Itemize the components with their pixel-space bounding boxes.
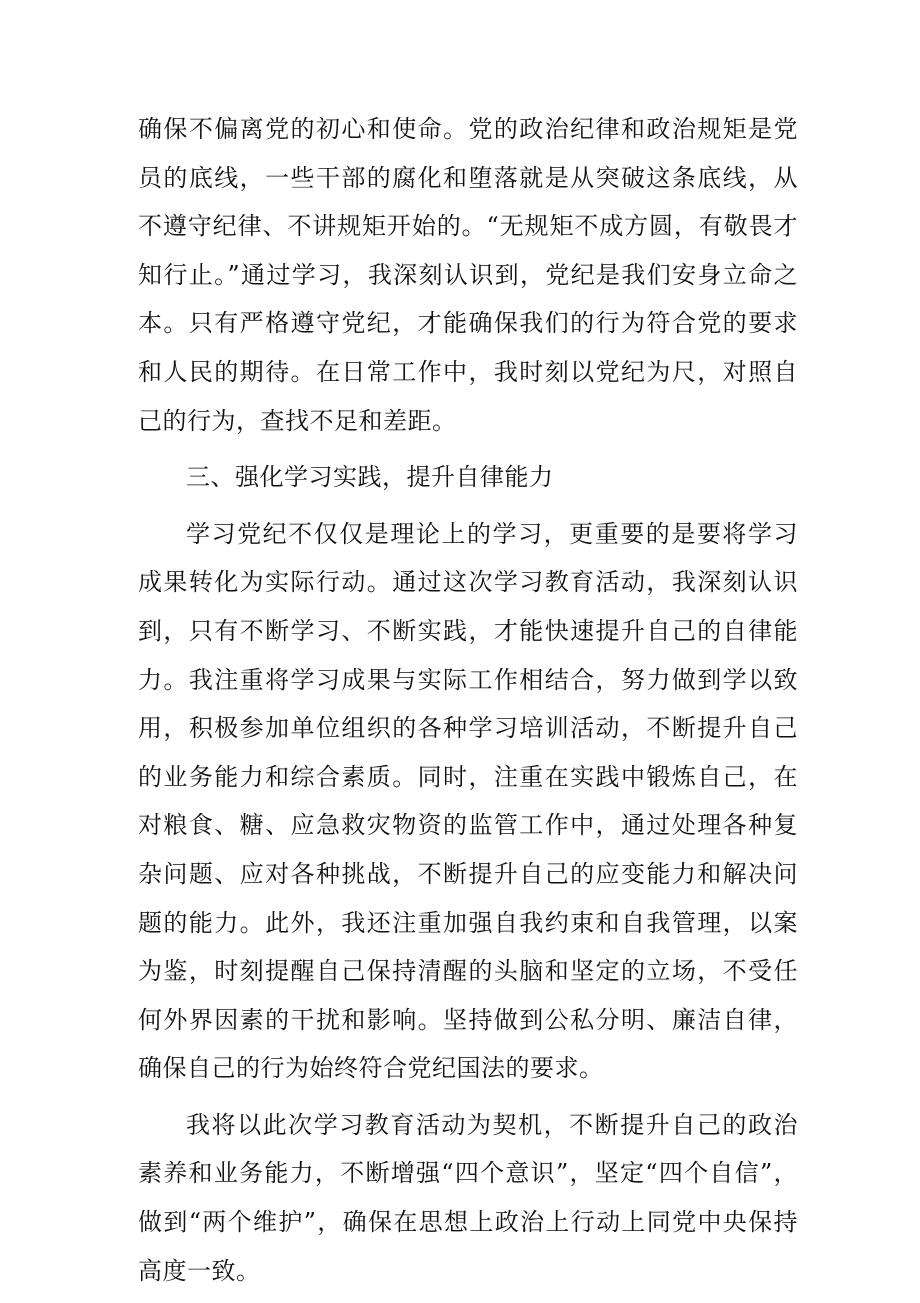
section-heading-3: 三、强化学习实践，提升自律能力 — [186, 463, 554, 492]
paragraph-conclusion: 我将以此次学习教育活动为契机，不断提升自己的政治素养和业务能力，不断增强“四个意识”，坚定“四个自信”，做到“两个维护”，确保在思想上政治上行动上同党中央保持高度一致。 — [138, 1110, 798, 1285]
document-body — [138, 105, 798, 1303]
paragraph-continued: 确保不偏离党的初心和使命。党的政治纪律和政治规矩是党员的底线，一些干部的腐化和堕落就是从突破这条底线，从不遵守纪律、不讲规矩开始的。“无规矩不成方圆，有敬畏才知行止。”通过学习，我深刻认识到，党纪是我们安身立命之本。只有严格遵守党纪，才能确保我们的行为符合党的要求和人民的期待。在日常工作中，我时刻以党纪为尺，对照自己的行为，查找不足和差距。 — [138, 115, 798, 435]
paragraph-self-discipline: 学习党纪不仅仅是理论上的学习，更重要的是要将学习成果转化为实际行动。通过这次学习教育活动，我深刻认识到，只有不断学习、不断实践，才能快速提升自己的自律能力。我注重将学习成果与实际工作相结合，努力做到学以致用，积极参加单位组织的各种学习培训活动，不断提升自己的业务能力和综合素质。同时，注重在实践中锻炼自己，在对粮食、糖、应急救灾物资的监管工作中，通过处理各种复杂问题、应对各种挑战，不断提升自己的应变能力和解决问题的能力。此外，我还注重加强自我约束和自我管理，以案为鉴，时刻提醒自己保持清醒的头脑和坚定的立场，不受任何外界因素的干扰和影响。坚持做到公私分明、廉洁自律，确保自己的行为始终符合党纪国法的要求。 — [138, 519, 798, 1083]
